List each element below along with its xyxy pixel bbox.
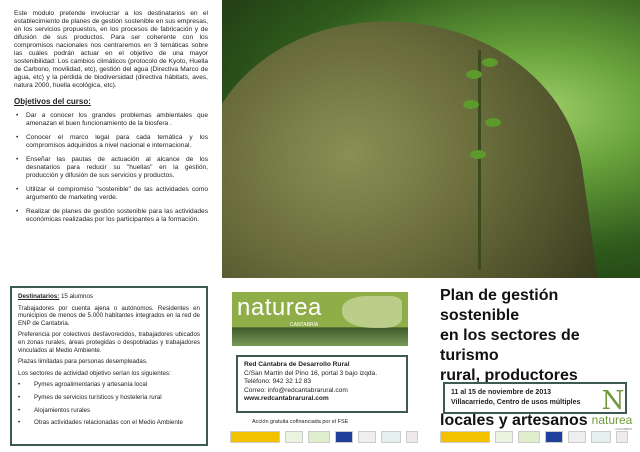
cantabria-logo [406, 431, 418, 443]
cantabria-map-icon [342, 296, 402, 328]
sapling [478, 50, 481, 270]
title-line: Plan de gestión sostenible [440, 287, 559, 324]
sector-item: • Pymes agroalimentarias y artesanía local [18, 381, 200, 389]
contact-web[interactable]: www.redcantabrarural.com [244, 395, 329, 403]
banner-wordmark: naturea [237, 294, 322, 321]
naturea-logo-word: naturea [591, 413, 633, 427]
event-date: 11 al 15 de noviembre de 2013 [451, 389, 552, 396]
title-line: en los sectores de turismo [440, 327, 580, 364]
eu-flag-logo [335, 431, 353, 443]
contact-box [236, 355, 408, 413]
list-item: • Realizar de planes de gestión sostenible para las actividades económicas realizadas por los participantes a la formación. [14, 208, 208, 224]
objectives-title: Objetivos del curso: [14, 97, 91, 106]
recipients-paragraph: Los sectores de actividad objetivo serían los siguientes: [18, 369, 171, 377]
left-column [14, 10, 208, 230]
sponsor-logo [518, 431, 540, 443]
recipients-paragraph: Trabajadores por cuenta ajena o autónomos. Residentes en municipios de menos de 5.000 habitantes integrados en la red de ENP de Cantabria. [18, 304, 200, 327]
list-item: • Dar a conocer los grandes problemas ambientales que amenazan el buen funcionamiento de la biosfera . [14, 112, 208, 128]
list-item: • Utilizar el compromiso "sostenible" de las actividades como argumento de marketing verde. [14, 186, 208, 202]
list-item: • Enseñar las pautas de actuación al alcance de los desnatarios para reducir su "huellas" en la gestión, producción y difusión de sus servicios y productos. [14, 156, 208, 180]
moss-sapling-photo [222, 0, 640, 278]
event-place: Villacarriedo, Centro de usos múltiples [451, 399, 581, 406]
sponsor-logo [495, 431, 513, 443]
title-line: locales y artesanos [440, 412, 588, 429]
cantabria-logo [616, 431, 628, 443]
naturea-banner [232, 292, 408, 346]
recipients-paragraph: Plazas limitadas para personas desempleadas. [18, 358, 148, 366]
event-box [443, 382, 627, 414]
recipients-label: Destinatarios: [18, 293, 60, 300]
sponsor-logo [591, 431, 611, 443]
intro-text: Este modulo pretende involucrar a los destinatarios en el establecimiento de planes de gestión sostenible en sus empresas, en los servicios propuestos, en los procesos de fabricación y de difusión de sus productos. Para ser coherente con los compromisos nacionales nos centraremos en 3 temáticas sobre las cuáles podrán actuar en el objetivo de una mayor sostenibilidad: Los cambios climáticos (protocolo de Kyoto, Huella de Carbono, movilidad, etc), gestión del agua (Directiva Marco de agua, etc) y la pérdida de biodiversidad (directiva hábitats, aves, natura 2000, huella ecológica, etc). [14, 10, 208, 89]
naturea-n-icon: N [601, 386, 625, 416]
sector-item: • Pymes de servicios turísticos y hostelería rural [18, 394, 200, 402]
recipients-paragraph: Preferencia por colectivos desfavorecidos, trabajadores ubicados en zonas rurales, áreas protegidas o despobladas y trabajadores vinculados al Medio Ambiente. [18, 331, 200, 354]
sponsor-logo [285, 431, 303, 443]
sponsor-logos [440, 430, 628, 444]
list-item: • Conocer el marco legal para cada temática y los compromisos adquiridos a nivel nacional e internacional. [14, 134, 208, 150]
sponsor-logo [308, 431, 330, 443]
contact-phone: Teléfono: 942 32 12 83 [244, 378, 312, 386]
spain-government-logo [230, 431, 280, 443]
sector-item: • Alojamientos rurales [18, 407, 200, 415]
sponsor-logo [358, 431, 376, 443]
contact-org: Red Cántabra de Desarrollo Rural [244, 361, 350, 368]
fse-note: Acción gratuita cofinanciada por el FSE [252, 419, 349, 425]
spain-government-logo [440, 431, 490, 443]
contact-address: C/San Martín del Pino 16, portal 3 bajo izqda. [244, 369, 378, 377]
objectives-list [14, 112, 208, 224]
banner-subtitle: CANTABRIA [290, 322, 319, 328]
sponsor-logos [230, 430, 418, 444]
recipients-box [10, 286, 208, 446]
naturea-logo-sub: CANTABRIA [615, 427, 633, 431]
contact-email[interactable]: Correo: info@redcantabrarural.com [244, 386, 348, 394]
sponsor-logo [381, 431, 401, 443]
sponsor-logo [568, 431, 586, 443]
title-line: rural, productores [440, 367, 578, 384]
sector-item: • Otras actividades relacionadas con el Medio Ambiente [18, 419, 200, 427]
recipients-count: 15 alumnos [59, 293, 93, 300]
eu-flag-logo [545, 431, 563, 443]
